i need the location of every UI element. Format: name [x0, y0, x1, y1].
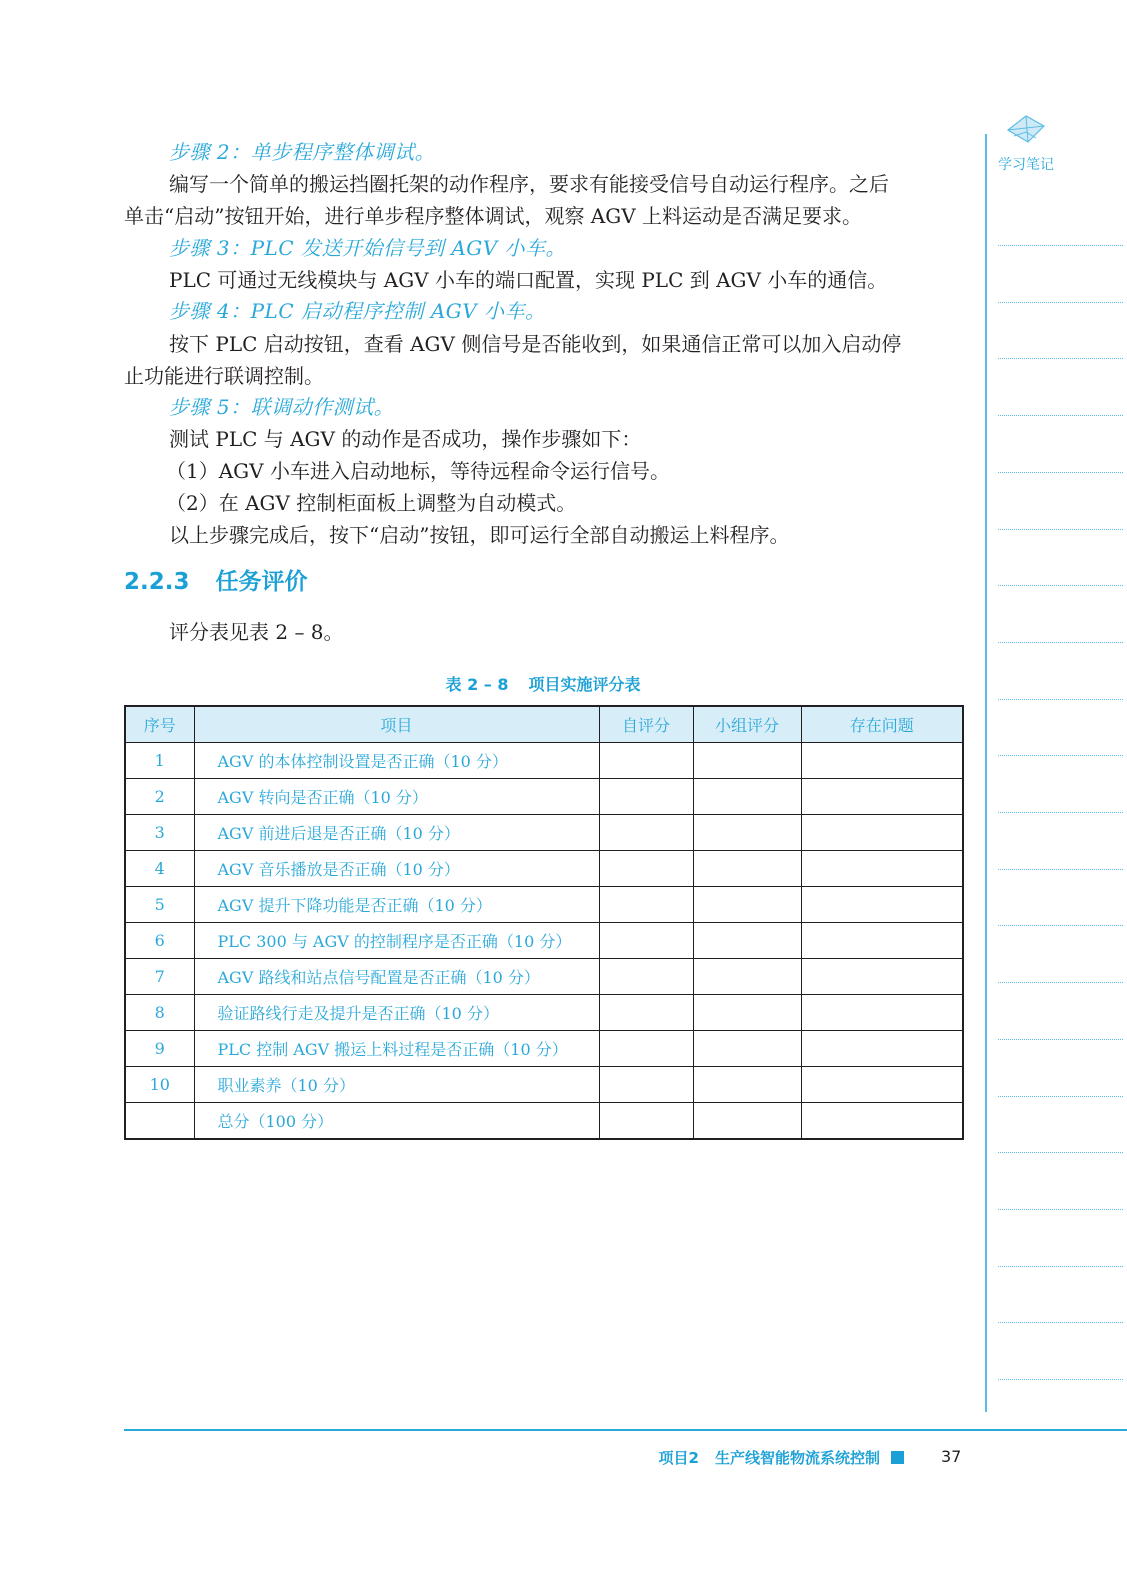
evaluation-table [124, 705, 964, 1140]
step5-heading: 步骤 5：联调动作测试。 [169, 395, 395, 419]
table-row [125, 1031, 963, 1067]
step5-closing: 以上步骤完成后，按下“启动”按钮，即可运行全部自动搬运上料程序。 [169, 523, 790, 547]
table-row [125, 851, 963, 887]
table-row [125, 995, 963, 1031]
header-issues: 存在问题 [801, 706, 963, 743]
header-no: 序号 [125, 706, 194, 743]
note-line [998, 529, 1123, 530]
step2-paragraph-line1: 编写一个简单的搬运挡圈托架的动作程序，要求有能接受信号自动运行程序。之后 [169, 172, 889, 196]
step2-heading: 步骤 2：单步程序整体调试。 [169, 140, 436, 164]
row-item-cell: AGV 提升下降功能是否正确（10 分） [194, 887, 599, 923]
issues-cell [801, 743, 963, 779]
self-score-cell [599, 1067, 693, 1103]
issues-cell [801, 923, 963, 959]
group-score-cell [693, 887, 801, 923]
note-line [998, 1266, 1123, 1267]
issues-cell [801, 995, 963, 1031]
issues-cell [801, 887, 963, 923]
group-score-cell [693, 1031, 801, 1067]
step4-paragraph-line2: 止功能进行联调控制。 [124, 364, 324, 388]
step3-paragraph: PLC 可通过无线模块与 AGV 小车的端口配置，实现 PLC 到 AGV 小车的通信。 [169, 268, 888, 292]
note-line [998, 1322, 1123, 1323]
group-score-cell [693, 1103, 801, 1140]
note-line [998, 642, 1123, 643]
row-number-cell: 7 [125, 959, 194, 995]
step5-list-item-2: （2）在 AGV 控制柜面板上调整为自动模式。 [166, 491, 577, 515]
self-score-cell [599, 887, 693, 923]
note-line [998, 302, 1123, 303]
note-line [998, 812, 1123, 813]
issues-cell [801, 959, 963, 995]
issues-cell [801, 1103, 963, 1140]
note-line [998, 1096, 1123, 1097]
row-number-cell [125, 1103, 194, 1140]
row-item-cell: 验证路线行走及提升是否正确（10 分） [194, 995, 599, 1031]
note-line [998, 358, 1123, 359]
table-row [125, 923, 963, 959]
section-number: 2.2.3 [124, 569, 190, 595]
group-score-cell [693, 815, 801, 851]
self-score-cell [599, 743, 693, 779]
note-line [998, 982, 1123, 983]
header-self-score: 自评分 [599, 706, 693, 743]
self-score-cell [599, 815, 693, 851]
group-score-cell [693, 959, 801, 995]
step4-paragraph-line1: 按下 PLC 启动按钮，查看 AGV 侧信号是否能收到，如果通信正常可以加入启动停 [169, 332, 902, 356]
group-score-cell [693, 995, 801, 1031]
self-score-cell [599, 1031, 693, 1067]
note-line [998, 415, 1123, 416]
table-row [125, 743, 963, 779]
note-line [998, 1209, 1123, 1210]
table-header-row [125, 706, 963, 743]
table-row [125, 1103, 963, 1140]
header-group-score: 小组评分 [693, 706, 801, 743]
running-footer [659, 1447, 880, 1468]
row-item-cell: 职业素养（10 分） [194, 1067, 599, 1103]
section-heading [124, 568, 308, 596]
section-intro: 评分表见表 2 – 8。 [169, 620, 344, 644]
table-caption [124, 672, 962, 695]
self-score-cell [599, 959, 693, 995]
paper-crane-icon [1006, 112, 1046, 150]
footer-rule [124, 1429, 1127, 1431]
issues-cell [801, 779, 963, 815]
note-line [998, 245, 1123, 246]
row-number-cell: 5 [125, 887, 194, 923]
footer-project: 项目2 [658, 1449, 699, 1467]
header-item: 项目 [194, 706, 599, 743]
row-item-cell: AGV 前进后退是否正确（10 分） [194, 815, 599, 851]
issues-cell [801, 815, 963, 851]
notes-label: 学习笔记 [998, 157, 1054, 173]
note-line [998, 585, 1123, 586]
table-row [125, 779, 963, 815]
self-score-cell [599, 851, 693, 887]
note-line [998, 869, 1123, 870]
row-item-cell: AGV 的本体控制设置是否正确（10 分） [194, 743, 599, 779]
issues-cell [801, 1031, 963, 1067]
self-score-cell [599, 1103, 693, 1140]
self-score-cell [599, 995, 693, 1031]
row-item-cell: PLC 300 与 AGV 的控制程序是否正确（10 分） [194, 923, 599, 959]
self-score-cell [599, 779, 693, 815]
step4-heading: 步骤 4：PLC 启动程序控制 AGV 小车。 [169, 299, 546, 323]
notes-margin-rule [985, 134, 987, 1412]
group-score-cell [693, 923, 801, 959]
footer-title: 生产线智能物流系统控制 [714, 1449, 880, 1467]
group-score-cell [693, 1067, 801, 1103]
row-item-cell: AGV 转向是否正确（10 分） [194, 779, 599, 815]
note-line [998, 1379, 1123, 1380]
row-number-cell: 9 [125, 1031, 194, 1067]
row-number-cell: 1 [125, 743, 194, 779]
row-number-cell: 6 [125, 923, 194, 959]
footer-square-marker [891, 1451, 904, 1464]
table-caption-title: 项目实施评分表 [528, 675, 641, 694]
step3-heading: 步骤 3：PLC 发送开始信号到 AGV 小车。 [169, 236, 567, 260]
group-score-cell [693, 743, 801, 779]
note-line [998, 755, 1123, 756]
table-caption-number: 表 2 – 8 [445, 675, 509, 694]
note-line [998, 699, 1123, 700]
section-title: 任务评价 [215, 569, 308, 595]
row-number-cell: 2 [125, 779, 194, 815]
note-line [998, 1152, 1123, 1153]
step5-paragraph: 测试 PLC 与 AGV 的动作是否成功，操作步骤如下： [169, 427, 642, 451]
row-number-cell: 4 [125, 851, 194, 887]
row-item-cell: AGV 路线和站点信号配置是否正确（10 分） [194, 959, 599, 995]
table-row [125, 815, 963, 851]
row-number-cell: 8 [125, 995, 194, 1031]
row-number-cell: 10 [125, 1067, 194, 1103]
note-line [998, 1039, 1123, 1040]
row-item-cell: PLC 控制 AGV 搬运上料过程是否正确（10 分） [194, 1031, 599, 1067]
page-number: 37 [941, 1447, 962, 1466]
step5-list-item-1: （1）AGV 小车进入启动地标，等待远程命令运行信号。 [166, 459, 670, 483]
row-number-cell: 3 [125, 815, 194, 851]
issues-cell [801, 1067, 963, 1103]
group-score-cell [693, 779, 801, 815]
row-item-cell: 总分（100 分） [194, 1103, 599, 1140]
table-row [125, 959, 963, 995]
table-row [125, 887, 963, 923]
row-item-cell: AGV 音乐播放是否正确（10 分） [194, 851, 599, 887]
step2-paragraph-line2: 单击“启动”按钮开始，进行单步程序整体调试，观察 AGV 上料运动是否满足要求。 [124, 204, 863, 228]
table-row [125, 1067, 963, 1103]
note-line [998, 472, 1123, 473]
note-line [998, 925, 1123, 926]
issues-cell [801, 851, 963, 887]
self-score-cell [599, 923, 693, 959]
group-score-cell [693, 851, 801, 887]
